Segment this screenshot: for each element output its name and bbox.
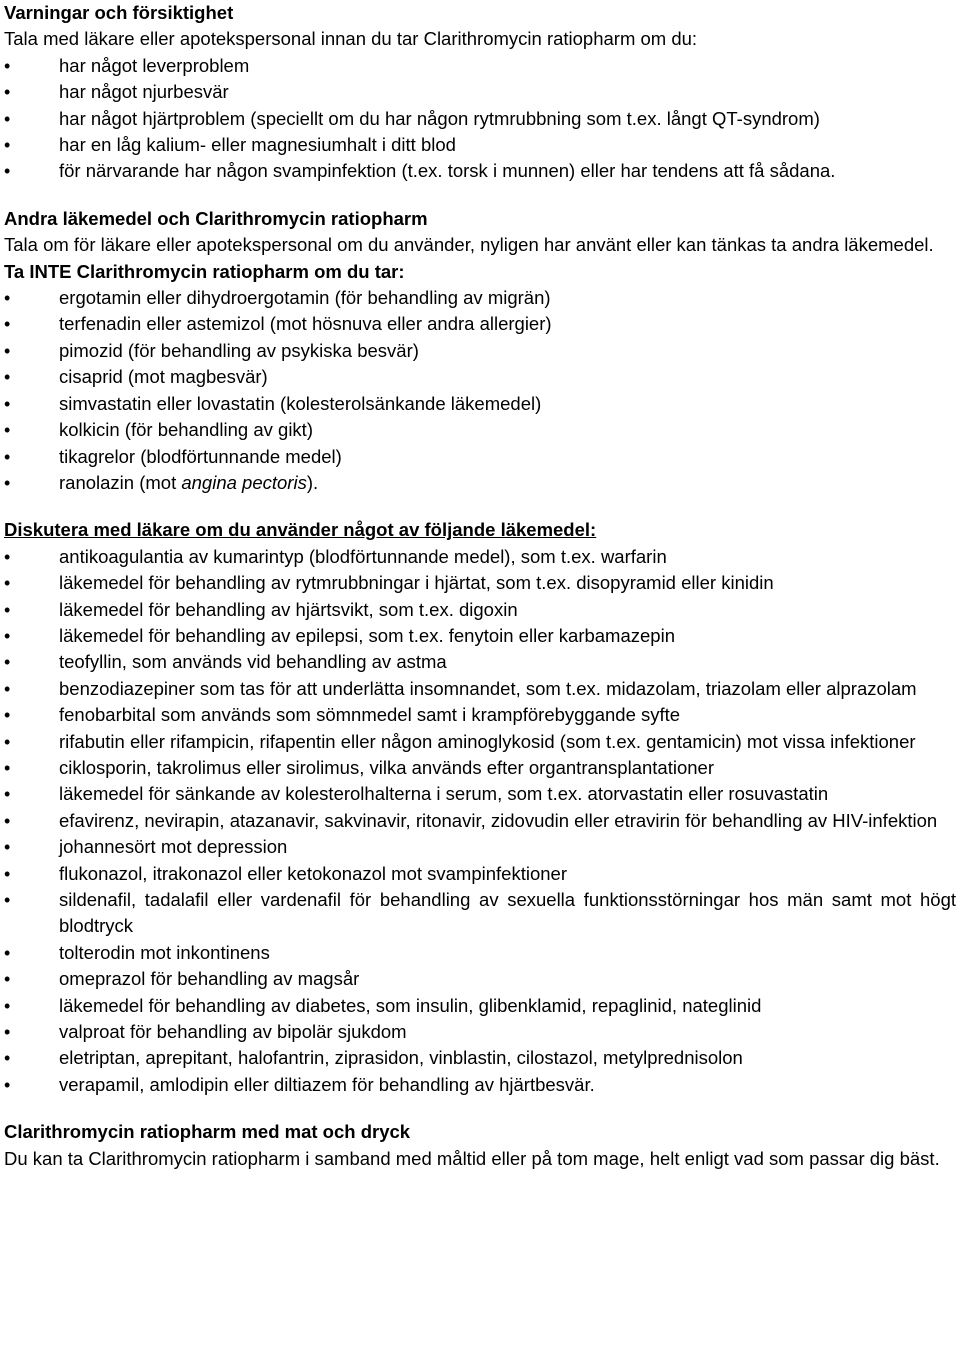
discuss-list: [4, 544, 956, 1099]
section-warnings-heading: Varningar och försiktighet: [4, 2, 234, 23]
warnings-list: [4, 53, 956, 185]
list-item: • har något leverproblem: [4, 53, 956, 79]
section-warnings-intro: Tala med läkare eller apotekspersonal innan du tar Clarithromycin ratiopharm om du:: [4, 28, 698, 50]
list-item: • sildenafil, tadalafil eller vardenafil för behandling av sexuella funktionsstörningar hos män samt mot högt blodtryck: [4, 887, 956, 940]
do-not-take-list: [4, 285, 956, 496]
list-item: • rifabutin eller rifampicin, rifapentin eller någon aminoglykosid (som t.ex. gentamicin) mot vissa infektioner: [4, 729, 956, 755]
section-discuss-heading: Diskutera med läkare om du använder något av följande läkemedel:: [4, 519, 597, 541]
list-item: • omeprazol för behandling av magsår: [4, 966, 956, 992]
list-item-text: ).: [306, 471, 319, 493]
list-item: • har en låg kalium- eller magnesiumhalt i ditt blod: [4, 132, 956, 158]
list-item: • läkemedel för behandling av rytmrubbningar i hjärtat, som t.ex. disopyramid eller kinidin: [4, 570, 956, 596]
section-interactions-heading: Andra läkemedel och Clarithromycin ratiopharm: [4, 207, 428, 229]
list-item: • läkemedel för behandling av epilepsi, som t.ex. fenytoin eller karbamazepin: [4, 623, 956, 649]
list-item: • teofyllin, som används vid behandling av astma: [4, 649, 956, 675]
section-food-text: Du kan ta Clarithromycin ratiopharm i samband med måltid eller på tom mage, helt enligt vad som passar dig bäst.: [4, 1147, 940, 1169]
list-item: • läkemedel för behandling av diabetes, som insulin, glibenklamid, repaglinid, nateglinid: [4, 993, 956, 1019]
list-item: • johannesört mot depression: [4, 834, 956, 860]
list-item: • fenobarbital som används som sömnmedel samt i krampförebyggande syfte: [4, 702, 956, 728]
list-item: • verapamil, amlodipin eller diltiazem för behandling av hjärtbesvär.: [4, 1072, 956, 1098]
section-interactions-subheading: Ta INTE Clarithromycin ratiopharm om du tar:: [4, 260, 405, 282]
list-item: • har något njurbesvär: [4, 79, 956, 105]
list-item: [4, 470, 956, 496]
list-item: • flukonazol, itrakonazol eller ketokonazol mot svampinfektioner: [4, 861, 956, 887]
list-item: • tolterodin mot inkontinens: [4, 940, 956, 966]
section-interactions-intro: Tala om för läkare eller apotekspersonal om du använder, nyligen har använt eller kan tänkas ta andra läkemedel.: [4, 234, 934, 256]
list-item: • för närvarande har någon svampinfektion (t.ex. torsk i munnen) eller har tendens att få sådana.: [4, 158, 956, 184]
list-item-italic: angina pectoris: [181, 471, 307, 493]
list-item: • har något hjärtproblem (speciellt om du har någon rytmrubbning som t.ex. långt QT-syndrom): [4, 106, 956, 132]
list-item: • läkemedel för sänkande av kolesterolhalterna i serum, som t.ex. atorvastatin eller rosuvastatin: [4, 781, 956, 807]
section-food-heading: Clarithromycin ratiopharm med mat och dryck: [4, 1121, 411, 1143]
list-item: • ergotamin eller dihydroergotamin (för behandling av migrän): [4, 285, 956, 311]
list-item: • ciklosporin, takrolimus eller sirolimus, vilka används efter organtransplantationer: [4, 755, 956, 781]
list-item: • cisaprid (mot magbesvär): [4, 364, 956, 390]
list-item: • läkemedel för behandling av hjärtsvikt, som t.ex. digoxin: [4, 597, 956, 623]
list-item: • benzodiazepiner som tas för att underlätta insomnandet, som t.ex. midazolam, triazolam eller alprazolam: [4, 676, 956, 702]
list-item: • efavirenz, nevirapin, atazanavir, sakvinavir, ritonavir, zidovudin eller etravirin för behandling av HIV-infektion: [4, 808, 956, 834]
list-item: • terfenadin eller astemizol (mot hösnuva eller andra allergier): [4, 311, 956, 337]
list-item: • kolkicin (för behandling av gikt): [4, 417, 956, 443]
list-item: • antikoagulantia av kumarintyp (blodförtunnande medel), som t.ex. warfarin: [4, 544, 956, 570]
list-item: • simvastatin eller lovastatin (kolesterolsänkande läkemedel): [4, 391, 956, 417]
list-item: • eletriptan, aprepitant, halofantrin, ziprasidon, vinblastin, cilostazol, metylprednisolon: [4, 1045, 956, 1071]
list-item-text: ranolazin (mot: [59, 471, 182, 493]
list-item: • pimozid (för behandling av psykiska besvär): [4, 338, 956, 364]
list-item: • valproat för behandling av bipolär sjukdom: [4, 1019, 956, 1045]
list-item: • tikagrelor (blodförtunnande medel): [4, 444, 956, 470]
